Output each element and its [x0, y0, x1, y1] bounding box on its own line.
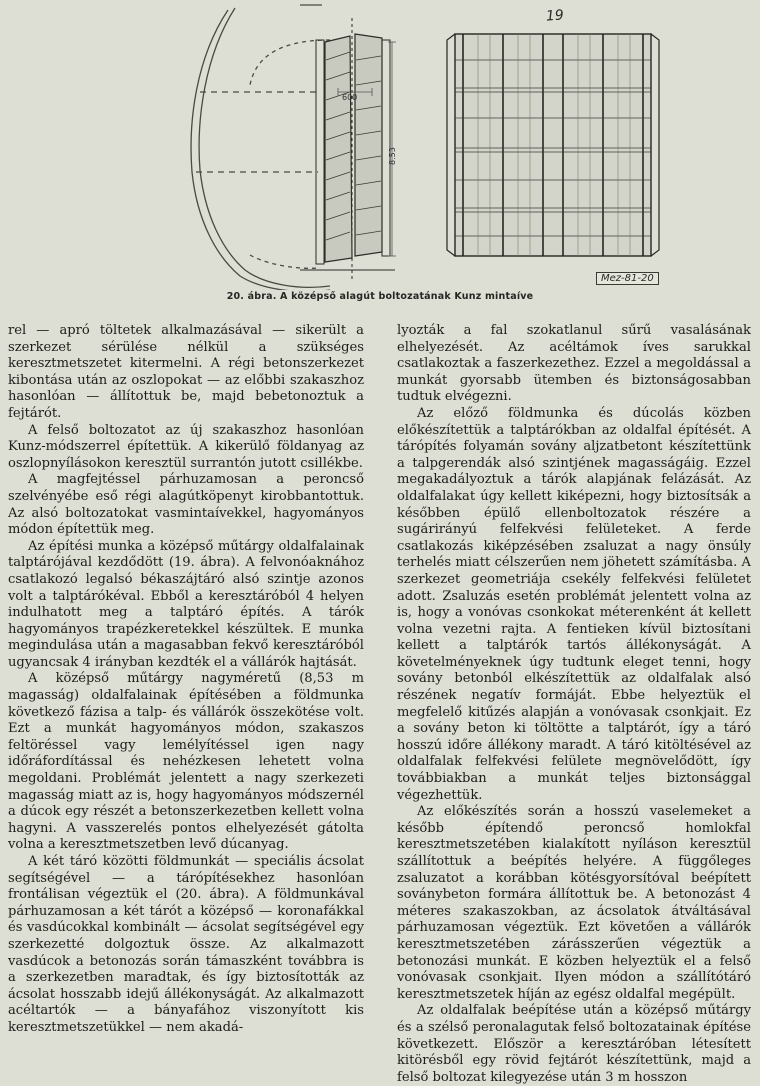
figure-code-stamp: Mez-81-20 [596, 272, 659, 285]
paragraph: Az építési munka a középső műtárgy oldalfalainak talptárójával kezdődött (19. ábra). A felvonóaknához csatlakozó legalsó békaszájtáró alsó szintje azonos volt a talptárókéval. Ebből a keresztáróból 4 helyen indulhatott meg a talptáró építés. A tárók hagyományos trapézkeretekkel készültek. E munka megindulása után a magasabban fekvő keresztáróból ugyancsak 4 irányban kezdték el a vállárók hajtását. [8, 538, 364, 670]
paragraph: rel — apró töltetek alkalmazásával — sikerült a szerkezet sérülése nélkül a szükséges keresztmetszetet kitermelni. A régi betonszerkezet kibontása után az oszlopokat — az előbbi szakaszhoz hasonlóan — állítottuk be, majd bebetonoztuk a fejtárót. [8, 323, 364, 421]
figure-20 [0, 0, 760, 312]
tunnel-arch-drawing [0, 0, 760, 290]
paragraph: A magfejtéssel párhuzamosan a peroncső szelvényébe eső régi alagútköpenyt kirobbantottuk. Az alsó boltozatokat vasmintaívekkel, hagyományos módon építettük meg. [8, 472, 364, 538]
figure-number: 19 [545, 7, 565, 25]
figure-caption: 20. ábra. A középső alagút boltozatának Kunz mintaíve [226, 291, 534, 302]
paragraph: A középső műtárgy nagyméretű (8,53 m magasság) oldalfalainak építésében a földmunka következő fázisa a talp- és vállárók összekötése volt. Ezt a munkát hagyományos módon, szakaszos feltöréssel vagy lemélyítéssel igen nagy időráfordítással és nehézkesen lehetett volna megoldani. Problémát jelentett a nagy szerkezeti magasság miatt az is, hogy hagyományos módszernél a dúcok egy részét a betonszerkezetben kellett volna hagyni. A vasszerelés pontos elhelyezését gátolta volna a keresztmetszetben levő dúcanyag. [8, 671, 364, 853]
paragraph: A felső boltozatot az új szakaszhoz hasonlóan Kunz-módszerrel építettük. A kikerülő földanyag az oszlopnyílásokon keresztül surrantón jutott csillékbe. [8, 422, 364, 471]
paragraph: Az előkészítés során a hosszú vaselemeket a később építendő peroncső homlokfal keresztmetszetében kialakított nyíláson keresztül szállítottuk a beépítés helyére. A függőleges zsaluzatot a korábban kötésgyorsítóval beépített soványbeton formára állítottuk be. A betonozást 4 méteres szakaszokban, az ácsolatok átváltásával párhuzamosan végeztük. Ezt követően a vállárók keresztmetszetében zárásszerűen végeztük a betonozási munkát. E közben helyeztük el a felső vonóvasak csonkjait. Ilyen módon a szállítótáró keresztmetszetek híján az egész oldalfal megépült. [397, 804, 751, 1002]
left-column [8, 323, 364, 1037]
right-column [397, 323, 751, 1086]
paragraph: A két táró közötti földmunkát — speciális ácsolat segítségével — a tárópítésekhez hasonlóan frontálisan végeztük el (20. ábra). A földmunkával párhuzamosan a két tárót a középső — koronafákkal és vasdúcokkal kombinált — ácsolat segítségével egy szerkezetté dolgoztuk össze. Az alkalmazott vasdúcok a betonozás során támaszként továbbra is a szerkezetben maradtak, és így biztosították az ácsolat hosszabb idejű állékonyságát. Az alkalmazott acéltartók — a bányafához viszonyított kis keresztmetszetükkel — nem akadá- [8, 854, 364, 1035]
paragraph: Az előző földmunka és dúcolás közben előkészítettük a talptárókban az oldalfal építését. A tárópítés folyamán sovány aljzatbetont készítettünk a talpgerendák alsó szintjének magasságáig. Ezzel megakadályoztuk a tárók alapjának felázását. Az oldalfalakat úgy kellett kiképezni, hogy biztosítsák a későbben épülő ellenboltozatok részére a sugárirányú felfekvési felületeket. A ferde csatlakozás kiképzésében zsaluzat a nagy önsúly terhelés miatt célszerűen nem jöhetett számításba. A szerkezet geometriája csekély felfekvési felületet adott. Zsaluzás esetén problémát jelentett volna az is, hogy a vonóvas csonkokat méterenként át kellett volna vezetni rajta. A fentieken kívül biztosítani kellett a talptárók tartós állékonyságát. A követelményeknek úgy tudtunk eleget tenni, hogy sovány betonból elkészítettük az oldalfalak alsó részének negatív formáját. Ebbe helyeztük el megfelelő kitűzés alapján a vonóvasak csonkjait. Ez a sovány beton ki töltötte a talptárót, így a táró hosszú időre állékony maradt. A táró kitöltésével az oldalfalak felfekvési felülete megnövelődött, így továbbiakban a munkát teljes biztonsággal végezhettük. [397, 405, 751, 803]
dim-width-label: 600 [342, 93, 358, 102]
paragraph: lyozták a fal szokatlanul sűrű vasalásának elhelyezését. Az acéltámok íves sarukkal csatlakoztak a faszerkezethez. Ezzel a megoldással a munkát gyorsabb ütemben és biztonságosabban tudtuk elvégezni. [397, 323, 751, 405]
dim-height-label: 8.53 [388, 147, 397, 165]
paragraph: Az oldalfalak beépítése után a középső műtárgy és a szélső peronalagutak felső boltozatainak építése következett. Először a keresztáróban létesített kitörésből egy rövid fejtárót készítettünk, majd a felső boltozat kilegyezése után 3 m hosszon [397, 1003, 751, 1085]
